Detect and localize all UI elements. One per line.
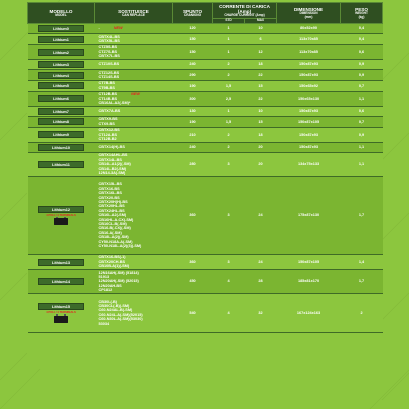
replace-code-text: CTZ12S-BS bbox=[98, 70, 120, 75]
table-row bbox=[28, 24, 383, 34]
replace-code-text: 12N20AH-BS bbox=[98, 283, 122, 288]
max-cell: 32 bbox=[245, 294, 277, 332]
cranking-cell: 540 bbox=[173, 294, 213, 332]
header-dimension bbox=[277, 3, 341, 24]
dimension-cell: 150x87x105 bbox=[277, 116, 341, 127]
replace-cell bbox=[95, 294, 173, 332]
max-cell: 24 bbox=[245, 254, 277, 269]
terminals-label: 4 POLI / 4 TERMINALS bbox=[46, 310, 76, 315]
model-cell bbox=[28, 116, 95, 127]
max-cell: 15 bbox=[245, 80, 277, 91]
replace-code bbox=[99, 288, 171, 292]
replace-code-text: CT7B-BS bbox=[98, 81, 115, 86]
replace-cell bbox=[95, 60, 173, 70]
replace-code-text: CTZ5S-BS bbox=[98, 45, 118, 50]
replace-code-text: 12N14-3A(-SM) bbox=[98, 171, 126, 176]
replace-code-text: CB30L(-B) bbox=[98, 299, 118, 304]
model-badge: Lithium13 bbox=[38, 259, 84, 266]
model-cell bbox=[28, 91, 95, 106]
weight-cell: 1,1 bbox=[341, 152, 383, 176]
std-cell: 2 bbox=[213, 127, 245, 142]
replace-code bbox=[99, 171, 171, 175]
replace-code-text: CB18L-A(2)(-SM) bbox=[98, 235, 129, 240]
model-badge: Lithium12 bbox=[38, 206, 84, 213]
replace-code-text: CB16AL-A2(-SM)* bbox=[98, 101, 131, 106]
replace-code bbox=[99, 145, 171, 149]
replace-code-text: CBTX20CH-BS bbox=[98, 259, 126, 264]
replace-code-text: CTZ14S-BS bbox=[98, 75, 120, 80]
model-cell bbox=[28, 44, 95, 59]
header-dimension-unit: (mm) bbox=[304, 14, 313, 19]
header-model-sublabel: MODEL bbox=[55, 12, 67, 17]
dimension-cell: 113x70x85 bbox=[277, 44, 341, 59]
battery-icon bbox=[54, 218, 68, 225]
replace-code bbox=[99, 62, 171, 66]
replace-cell bbox=[95, 24, 173, 34]
cranking-cell: 240 bbox=[173, 60, 213, 70]
weight-cell: 1,7 bbox=[341, 176, 383, 254]
std-cell: 2 bbox=[213, 142, 245, 152]
std-cell: 2,5 bbox=[213, 91, 245, 106]
cranking-cell: 290 bbox=[173, 70, 213, 81]
model-badge: Lithium3 bbox=[38, 61, 84, 68]
replace-code-text: CP1812 bbox=[98, 288, 113, 293]
header-max-label: MAX bbox=[256, 18, 265, 23]
replace-code-text: - bbox=[98, 26, 100, 31]
replace-code-text: CY50-N18A-A(-SM) bbox=[98, 239, 133, 244]
replace-cell bbox=[95, 127, 173, 142]
cranking-cell: 190 bbox=[173, 116, 213, 127]
replace-cell bbox=[95, 176, 173, 254]
replace-code-text: CBTX16-BS(-1) bbox=[98, 255, 126, 260]
replace-code-text: 53034 bbox=[98, 321, 110, 326]
replace-code-text: CBTX20HL-BS bbox=[98, 204, 125, 209]
weight-cell: 2 bbox=[341, 294, 383, 332]
cranking-cell: 210 bbox=[173, 127, 213, 142]
replace-cell bbox=[95, 142, 173, 152]
cranking-cell: 150 bbox=[173, 44, 213, 59]
replace-code-text: CB16-A(-SM) bbox=[98, 230, 122, 235]
model-badge: Lithium9 bbox=[38, 131, 84, 138]
header-weight-unit: (kg) bbox=[358, 14, 365, 19]
replace-code-text: C60-N24L-A(-SM)(52015) bbox=[98, 312, 143, 317]
model-cell bbox=[28, 106, 95, 116]
replace-code-text: CT12A-BS bbox=[98, 132, 118, 137]
dimension-cell: 113x70x85 bbox=[277, 34, 341, 45]
replace-code-text: CT9B-BS bbox=[98, 85, 115, 90]
max-cell: 22 bbox=[245, 91, 277, 106]
max-cell: 6 bbox=[245, 34, 277, 45]
replace-code-text: CB30CL(-B)(-SM) bbox=[98, 304, 130, 308]
model-cell bbox=[28, 24, 95, 34]
replace-code bbox=[99, 244, 171, 248]
dimension-cell: 150x87x93 bbox=[277, 127, 341, 142]
std-cell: 1 bbox=[213, 44, 245, 59]
dimension-cell: 80x52x90 bbox=[277, 24, 341, 34]
replace-cell bbox=[95, 91, 173, 106]
model-badge: Lithium15 bbox=[38, 303, 84, 310]
dimension-cell: 150x87x93 bbox=[277, 70, 341, 81]
replace-code-text: CBTX14AHL-BS bbox=[98, 153, 128, 158]
weight-cell: 1,1 bbox=[341, 142, 383, 152]
header-cranking-label: SPUNTO bbox=[182, 8, 203, 14]
replace-code-text: CB16CL-B(-SM) bbox=[98, 222, 127, 227]
cranking-cell: 120 bbox=[173, 24, 213, 34]
header-charge bbox=[213, 3, 277, 19]
replace-code-text: CBTX16-BS bbox=[98, 186, 120, 191]
replace-cell bbox=[95, 152, 173, 176]
replace-code-text: CTZ7S-BS bbox=[98, 49, 118, 54]
weight-cell: 0,7 bbox=[341, 80, 383, 91]
dimension-cell: 150x87x105 bbox=[277, 254, 341, 269]
max-cell: 12 bbox=[245, 44, 277, 59]
table-row bbox=[28, 34, 383, 45]
dimension-cell: 150x87x93 bbox=[277, 106, 341, 116]
terminals-label: 4 POLI / 4 TERMINALS bbox=[46, 212, 76, 217]
cranking-cell: 150 bbox=[173, 34, 213, 45]
table-row bbox=[28, 176, 383, 254]
max-cell: 18 bbox=[245, 60, 277, 70]
cranking-cell: 280 bbox=[173, 152, 213, 176]
replace-code-text: CBTX4L-BS bbox=[98, 34, 120, 39]
max-cell: 10 bbox=[245, 24, 277, 34]
max-cell: 10 bbox=[245, 106, 277, 116]
replace-cell bbox=[95, 34, 173, 45]
table-row bbox=[28, 127, 383, 142]
header-charge-label: CORRENTE DI CARICA (Amp) bbox=[219, 3, 270, 14]
table-header bbox=[28, 3, 383, 24]
model-badge: Lithium7 bbox=[38, 108, 84, 115]
weight-cell: 1,4 bbox=[341, 254, 383, 269]
header-charge-sublabel: CHARGE CURRENT (Amp) bbox=[224, 12, 265, 17]
std-cell: 1 bbox=[213, 106, 245, 116]
replace-code-text: CB16L-A2(-SM) bbox=[98, 213, 127, 218]
dimension-cell: 150x87x93 bbox=[277, 142, 341, 152]
replace-code-text: CBTX20H(H)-BS bbox=[98, 200, 128, 205]
replace-code-text: CB14L-B2(-SM) bbox=[98, 166, 127, 171]
replace-code bbox=[99, 75, 171, 79]
model-cell bbox=[28, 34, 95, 45]
replace-code-text: CB10B-A(1)(-SM) bbox=[98, 264, 130, 269]
table-row bbox=[28, 70, 383, 81]
max-cell: 20 bbox=[245, 152, 277, 176]
replace-code-text: CBTX5L-BS bbox=[98, 39, 120, 44]
replace-code-text: 51913 bbox=[98, 275, 110, 280]
header-dimension-sublabel: DIMENSION bbox=[299, 11, 318, 15]
replace-code bbox=[99, 109, 171, 113]
model-badge: Lithium8 bbox=[38, 118, 84, 125]
replace-code bbox=[99, 86, 171, 90]
new-badge: NEW bbox=[131, 92, 140, 97]
cranking-cell: 190 bbox=[173, 80, 213, 91]
header-cranking-sublabel: CRANKING bbox=[183, 12, 202, 17]
replace-cell bbox=[95, 44, 173, 59]
weight-cell: 0,9 bbox=[341, 70, 383, 81]
weight-cell: 0,6 bbox=[341, 106, 383, 116]
dimension-cell: 185x81x170 bbox=[277, 270, 341, 294]
model-cell bbox=[28, 142, 95, 152]
max-cell: 28 bbox=[245, 270, 277, 294]
weight-cell: 1,1 bbox=[341, 91, 383, 106]
battery-specification-table bbox=[27, 2, 383, 333]
dimension-cell: 150x65x130 bbox=[277, 91, 341, 106]
header-std-label: STD bbox=[225, 18, 232, 23]
header-replace-sublabel: CAN REPLACE bbox=[121, 12, 146, 17]
replace-code-text: CBTX7A-BS bbox=[98, 109, 121, 114]
replace-code bbox=[99, 264, 171, 268]
table-row bbox=[28, 294, 383, 332]
model-badge: Lithium5 bbox=[38, 82, 84, 89]
table-row bbox=[28, 116, 383, 127]
replace-code-text: CTX9-BS bbox=[98, 121, 115, 126]
std-cell: 2 bbox=[213, 70, 245, 81]
std-cell: 1 bbox=[213, 34, 245, 45]
replace-code-text: CBTX16L-BS bbox=[98, 191, 122, 196]
weight-cell: 0,6 bbox=[341, 44, 383, 59]
table-row bbox=[28, 152, 383, 176]
table-body bbox=[28, 24, 383, 332]
replace-code-text: C60-N30L-A(-SM)(53030) bbox=[98, 317, 143, 322]
std-cell: 4 bbox=[213, 270, 245, 294]
replace-code-text: CB14L-A1(2)(-SM) bbox=[98, 162, 131, 167]
replace-code bbox=[99, 39, 171, 43]
std-cell: 1 bbox=[213, 24, 245, 34]
header-model-label: MODELLO bbox=[49, 8, 73, 14]
replace-code-text: CB16HL-A-CX(-SM) bbox=[98, 217, 134, 222]
replace-code-text: CT14B-BS bbox=[98, 96, 118, 101]
std-cell: 4 bbox=[213, 294, 245, 332]
dimension-cell: 175x87x130 bbox=[277, 176, 341, 254]
replace-code-text: CBTX9-BS bbox=[98, 117, 118, 122]
replace-code bbox=[99, 26, 171, 30]
replace-cell bbox=[95, 254, 173, 269]
replace-cell bbox=[95, 106, 173, 116]
weight-cell: 1,7 bbox=[341, 270, 383, 294]
replace-code-text: CT12B-BS bbox=[98, 92, 118, 97]
table-row bbox=[28, 91, 383, 106]
header-weight bbox=[341, 3, 383, 24]
model-badge: Lithium0 bbox=[38, 25, 84, 32]
table-row bbox=[28, 44, 383, 59]
replace-code bbox=[99, 54, 171, 58]
table-row bbox=[28, 60, 383, 70]
std-cell: 2 bbox=[213, 60, 245, 70]
header-dimension-label: DIMENSIONE bbox=[293, 7, 324, 12]
replace-code-text: CBTX12-BS bbox=[98, 128, 120, 133]
max-cell: 22 bbox=[245, 70, 277, 81]
model-badge: Lithium1 bbox=[38, 36, 84, 43]
header-replace bbox=[95, 3, 173, 24]
replace-code-text: CT12B-B2 bbox=[98, 137, 117, 142]
replace-code-text: CB16-B(-CX)(-SM) bbox=[98, 226, 131, 231]
table-row bbox=[28, 254, 383, 269]
cranking-cell: 300 bbox=[173, 91, 213, 106]
model-badge: Lithium6 bbox=[38, 95, 84, 102]
dimension-cell: 134x75x133 bbox=[277, 152, 341, 176]
cranking-cell: 450 bbox=[173, 270, 213, 294]
table-row bbox=[28, 80, 383, 91]
model-cell bbox=[28, 254, 95, 269]
max-cell: 18 bbox=[245, 127, 277, 142]
replace-code-text: CBTX14L-BS bbox=[98, 157, 122, 162]
cranking-cell: 360 bbox=[173, 254, 213, 269]
dimension-cell: 150x65x92 bbox=[277, 80, 341, 91]
replace-code-text: CBTX14(H)-BS bbox=[98, 145, 125, 150]
model-cell bbox=[28, 80, 95, 91]
max-cell: 20 bbox=[245, 142, 277, 152]
weight-cell: 0,9 bbox=[341, 127, 383, 142]
replace-code bbox=[99, 137, 171, 141]
cranking-cell: 130 bbox=[173, 106, 213, 116]
replace-cell bbox=[95, 70, 173, 81]
model-badge: Lithium14 bbox=[38, 278, 84, 285]
model-badge: Lithium10 bbox=[38, 144, 84, 151]
model-cell bbox=[28, 70, 95, 81]
new-badge: NEW bbox=[113, 26, 123, 31]
replace-code-text: C60-N24AL-B(-SM) bbox=[98, 308, 133, 313]
replace-code-text: CBTX20-BS bbox=[98, 195, 120, 200]
weight-cell: 0,7 bbox=[341, 116, 383, 127]
std-cell: 3 bbox=[213, 254, 245, 269]
dimension-cell: 167x124x163 bbox=[277, 294, 341, 332]
std-cell: 3 bbox=[213, 152, 245, 176]
model-cell bbox=[28, 152, 95, 176]
replace-cell bbox=[95, 80, 173, 91]
replace-code bbox=[99, 122, 171, 126]
header-cranking bbox=[173, 3, 213, 24]
replace-cell bbox=[95, 270, 173, 294]
header-replace-label: SOSTITUISCE bbox=[118, 8, 149, 14]
weight-cell: 0,9 bbox=[341, 60, 383, 70]
std-cell: 1,5 bbox=[213, 116, 245, 127]
battery-icon bbox=[54, 316, 68, 323]
replace-cell bbox=[95, 116, 173, 127]
table-row bbox=[28, 142, 383, 152]
replace-code-text: 12N16AH(-SM) (51814) bbox=[98, 270, 139, 275]
header-weight-sublabel: WEIGHT bbox=[355, 11, 368, 15]
max-cell: 15 bbox=[245, 116, 277, 127]
replace-code-text: CBTX24HL-BS bbox=[98, 208, 125, 213]
weight-cell: 0,4 bbox=[341, 34, 383, 45]
header-weight-label: PESO bbox=[355, 7, 368, 12]
model-cell bbox=[28, 60, 95, 70]
table-row bbox=[28, 106, 383, 116]
model-badge: Lithium11 bbox=[38, 161, 84, 168]
model-cell bbox=[28, 127, 95, 142]
model-cell bbox=[28, 294, 95, 332]
table-row bbox=[28, 270, 383, 294]
cranking-cell: 360 bbox=[173, 176, 213, 254]
model-cell bbox=[28, 270, 95, 294]
replace-code-text: CY50-N18L-A(2)(3)(-SM) bbox=[98, 244, 142, 249]
replace-code bbox=[99, 101, 171, 105]
replace-code-text: CBTX15L-BS bbox=[98, 182, 122, 187]
model-badge: Lithium2 bbox=[38, 49, 84, 56]
weight-cell: 0,4 bbox=[341, 24, 383, 34]
header-model bbox=[28, 3, 95, 24]
replace-code bbox=[99, 322, 171, 326]
cranking-cell: 240 bbox=[173, 142, 213, 152]
dimension-cell: 150x87x93 bbox=[277, 60, 341, 70]
std-cell: 1,5 bbox=[213, 80, 245, 91]
replace-code-text: CBTX7L-BS bbox=[98, 54, 120, 59]
model-cell bbox=[28, 176, 95, 254]
replace-code-text: CTZ10S-BS bbox=[98, 62, 120, 67]
max-cell: 24 bbox=[245, 176, 277, 254]
replace-code-text: 12N20AH(-SM) (52015) bbox=[98, 279, 139, 284]
std-cell: 3 bbox=[213, 176, 245, 254]
model-badge: Lithium4 bbox=[38, 72, 84, 79]
